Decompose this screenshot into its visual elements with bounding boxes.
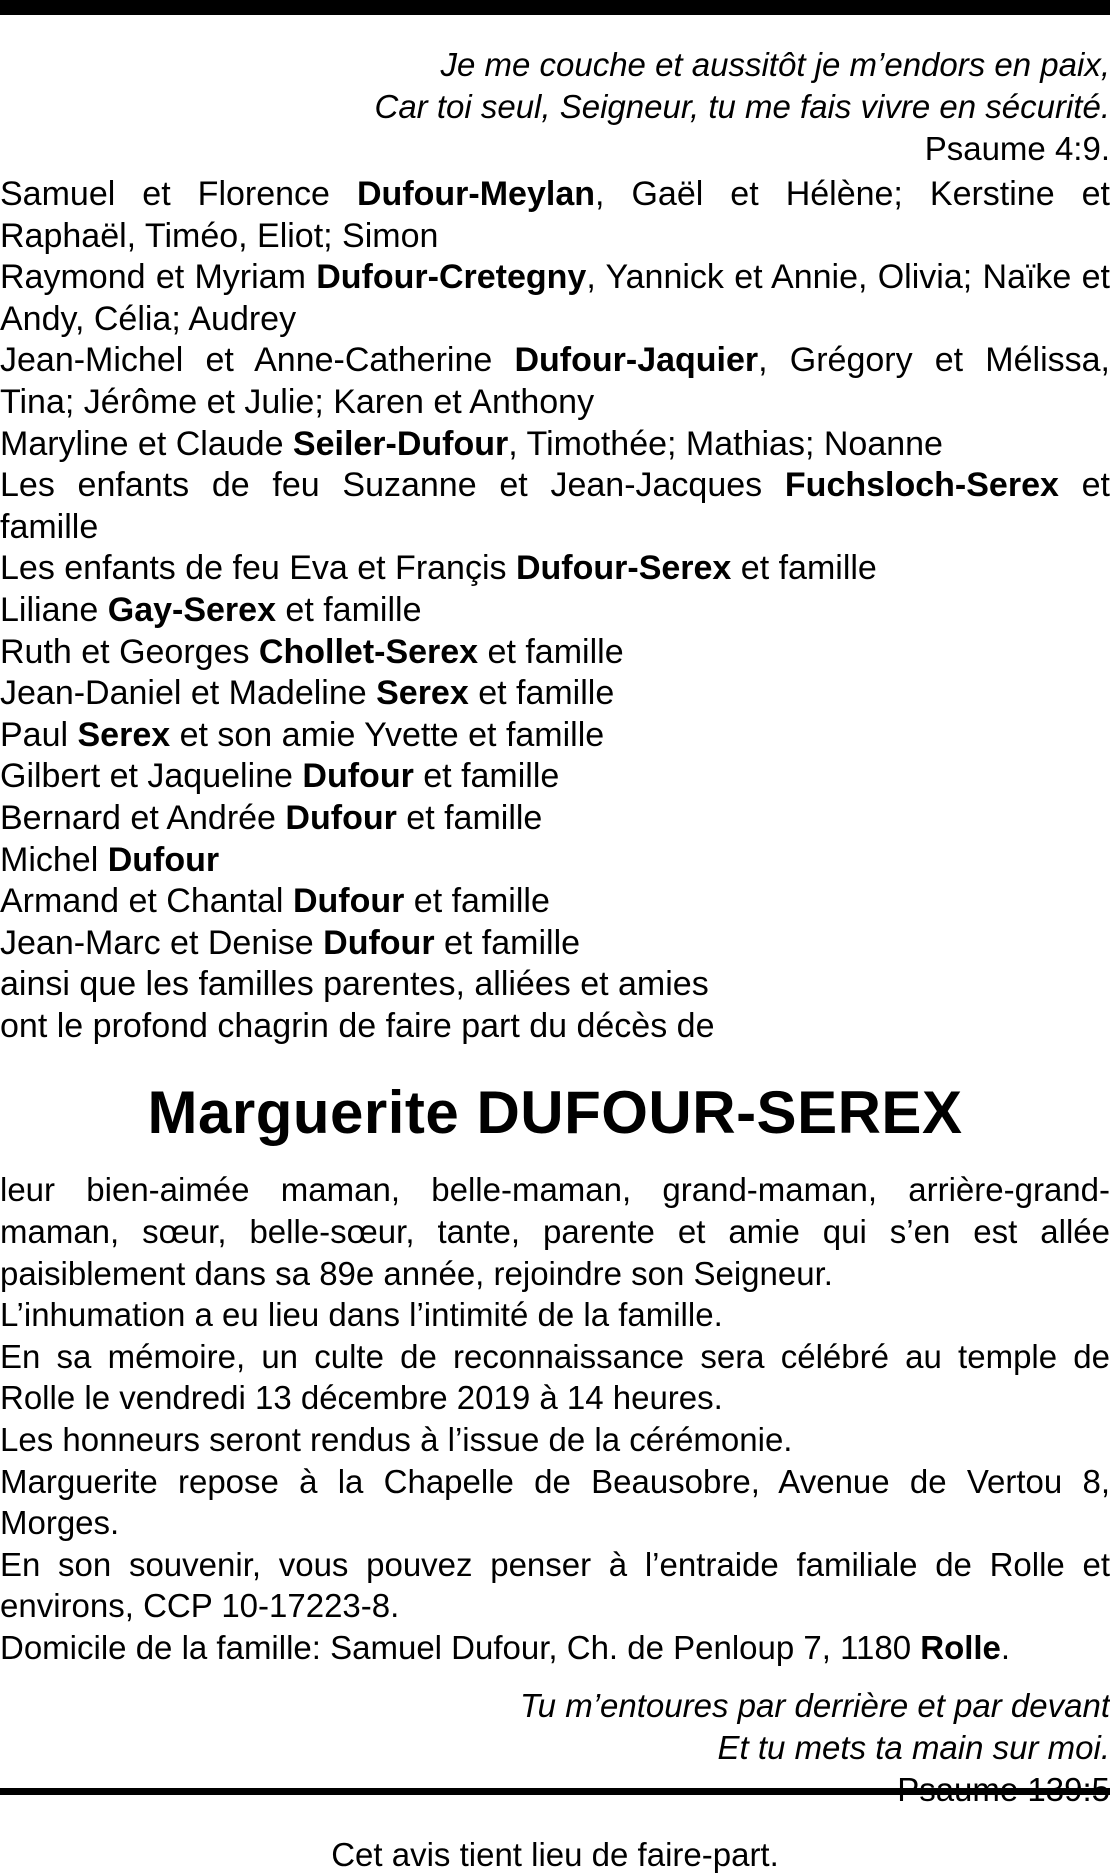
- family-line: [0, 840, 1110, 882]
- family-line: [0, 465, 1110, 548]
- family-members: Armand et Chantal: [0, 882, 293, 921]
- family-members: Bernard et Andrée: [0, 798, 286, 837]
- family-surname: Seiler-Dufour: [292, 424, 509, 463]
- epigraph-line-1: Je me couche et aussitôt je m’endors en paix,: [440, 46, 1110, 83]
- address-city: Rolle: [920, 1629, 1001, 1666]
- family-members: Jean-Michel et Anne-Catherine: [0, 341, 515, 380]
- family-relatives: et famille: [731, 549, 877, 588]
- family-members: Gilbert et Jaqueline: [0, 757, 303, 796]
- family-members: Ruth et Georges: [0, 632, 259, 671]
- tribute-paragraph: leur bien-aimée maman, belle-maman, grand-maman, arrière-grand-maman, sœur, belle-sœur, tante, parente et amie qui s’en est allée paisiblement dans sa 89e année, rejoindre son Seigneur.: [0, 1171, 1110, 1292]
- family-line: [0, 632, 1110, 674]
- bottom-rule: [0, 1788, 1110, 1795]
- intro-line-2: ont le profond chagrin de faire part du décès de: [0, 1006, 715, 1045]
- family-list: [0, 174, 1110, 964]
- family-surname: Fuchsloch-Serex: [784, 466, 1059, 505]
- family-relatives: et famille: [434, 923, 581, 962]
- family-address-paragraph: [0, 1627, 1110, 1669]
- family-relatives: et famille: [275, 590, 422, 629]
- family-surname: Gay-Serex: [107, 590, 276, 629]
- closing-note: Cet avis tient lieu de faire-part.: [331, 1835, 779, 1873]
- family-surname: Dufour: [107, 840, 220, 879]
- family-line: [0, 756, 1110, 798]
- family-relatives: et famille: [0, 466, 1110, 546]
- family-relatives: , Gaël et Hélène; Kerstine et Raphaël, Timéo, Eliot; Simon: [0, 175, 1110, 255]
- family-relatives: et famille: [396, 798, 543, 837]
- service-paragraph: En sa mémoire, un culte de reconnaissance sera célébré au temple de Rolle le vendredi 13 décembre 2019 à 14 heures.: [0, 1337, 1110, 1417]
- family-surname: Dufour-Cretegny: [316, 258, 587, 297]
- family-surname: Dufour: [285, 798, 397, 837]
- family-relatives: et famille: [478, 632, 624, 671]
- family-line: [0, 798, 1110, 840]
- family-surname: Chollet-Serex: [258, 632, 479, 671]
- family-line: [0, 881, 1110, 923]
- family-line: [0, 340, 1110, 423]
- family-relatives: et son amie Yvette et famille: [170, 715, 605, 754]
- family-relatives: , Grégory et Mélissa, Tina; Jérôme et Julie; Karen et Anthony: [0, 341, 1110, 421]
- family-members: Les enfants de feu Suzanne et Jean-Jacques: [0, 466, 785, 505]
- family-surname: Dufour-Meylan: [357, 175, 595, 213]
- family-line: [0, 673, 1110, 715]
- family-line: [0, 548, 1110, 590]
- closing-verse-line-2: Et tu mets ta main sur moi.: [717, 1728, 1110, 1766]
- family-line: [0, 923, 1110, 965]
- obituary-notice: [0, 44, 1110, 1875]
- family-surname: Dufour: [302, 757, 414, 796]
- family-members: Paul: [0, 715, 78, 754]
- donation-paragraph: En son souvenir, vous pouvez penser à l’entraide familiale de Rolle et environs, CCP 10-17223-8.: [0, 1545, 1110, 1625]
- announcement-intro: [0, 964, 1110, 1047]
- family-line: [0, 715, 1110, 757]
- address-end: .: [1000, 1629, 1011, 1666]
- family-line: [0, 174, 1110, 257]
- epigraph-reference: Psaume 4:9.: [924, 130, 1110, 167]
- repose-paragraph: Marguerite repose à la Chapelle de Beausobre, Avenue de Vertou 8, Morges.: [0, 1462, 1110, 1542]
- family-members: Liliane: [0, 590, 108, 629]
- epigraph: [0, 44, 1110, 170]
- family-members: Jean-Marc et Denise: [0, 923, 324, 962]
- family-surname: Serex: [376, 674, 469, 713]
- family-members: Maryline et Claude: [0, 424, 293, 463]
- family-surname: Dufour: [323, 923, 435, 962]
- epigraph-line-2: Car toi seul, Seigneur, tu me fais vivre en sécurité.: [374, 88, 1110, 125]
- family-line: [0, 257, 1110, 340]
- family-relatives: , Yannick et Annie, Olivia; Naïke et Andy, Célia; Audrey: [0, 258, 1110, 338]
- address-text: Domicile de la famille: Samuel Dufour, Ch. de Penloup 7, 1180: [0, 1629, 921, 1666]
- family-surname: Serex: [77, 715, 171, 754]
- closing-verse-line-1: Tu m’entoures par derrière et par devant: [519, 1686, 1110, 1724]
- family-members: Samuel et Florence: [0, 175, 357, 213]
- family-members: Les enfants de feu Eva et Françis: [0, 549, 516, 588]
- deceased-name: Marguerite DUFOUR-SEREX: [147, 1079, 963, 1147]
- family-line: [0, 424, 1110, 466]
- intro-line-1: ainsi que les familles parentes, alliées et amies: [0, 965, 709, 1004]
- family-surname: Dufour-Jaquier: [514, 341, 759, 380]
- family-members: Michel: [0, 840, 108, 879]
- family-line: [0, 590, 1110, 632]
- notice-body: [0, 1169, 1110, 1668]
- family-relatives: et famille: [413, 757, 560, 796]
- family-surname: Dufour-Serex: [515, 549, 732, 588]
- honours-paragraph: Les honneurs seront rendus à l’issue de la cérémonie.: [0, 1421, 793, 1459]
- top-rule: [0, 0, 1110, 15]
- burial-paragraph: L’inhumation a eu lieu dans l’intimité de la famille.: [0, 1296, 723, 1334]
- family-relatives: , Timothée; Mathias; Noanne: [508, 424, 943, 463]
- family-members: Raymond et Myriam: [0, 258, 317, 297]
- family-relatives: et famille: [404, 882, 550, 921]
- family-members: Jean-Daniel et Madeline: [0, 674, 377, 713]
- family-relatives: et famille: [468, 674, 615, 713]
- family-surname: Dufour: [292, 882, 405, 921]
